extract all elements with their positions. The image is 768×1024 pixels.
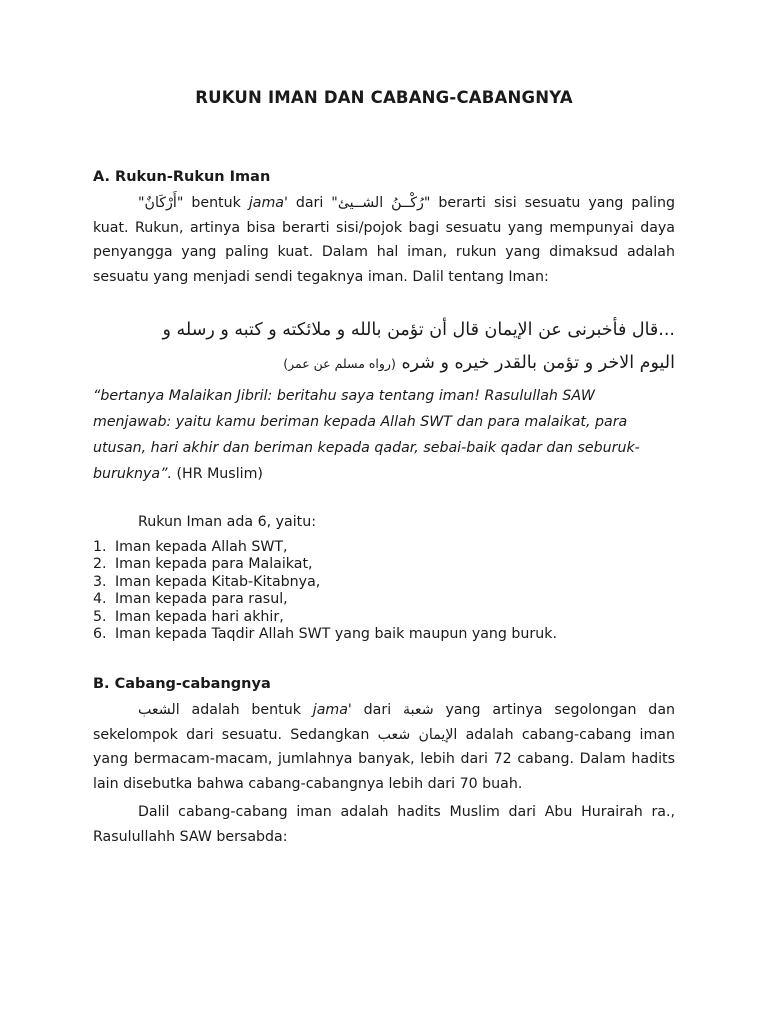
hadith-translation — [93, 383, 675, 487]
list-item: 5. Iman kepada hari akhir, — [93, 608, 284, 625]
text-run: " bentuk — [176, 195, 249, 211]
text-run: dari " — [287, 195, 338, 211]
list-item: 4. Iman kepada para rasul, — [93, 591, 288, 608]
italic-term-jama: jama' — [248, 195, 288, 211]
arabic-term-syubah: شعبة — [403, 702, 434, 718]
section-b-paragraph-2: Dalil cabang-cabang iman adalah hadits Muslim dari Abu Hurairah ra., Rasulullahh SAW bersabda: — [93, 804, 675, 845]
arabic-hadith-text: اليوم الاخر و تؤمن بالقدر خيره و شره — [401, 353, 675, 373]
quote-mark: " — [138, 195, 145, 211]
arabic-hadith-line-2 — [93, 353, 675, 373]
translation-text: “bertanya Malaikan Jibril: beritahu saya tentang iman! Rasulullah SAW menjawab: yaitu kamu beriman kepada Allah SWT dan para malaikat, para utusan, hari akhir dan beriman kepada qadar, sebai-baik qadar dan seburuk-buruknya”. — [93, 388, 640, 482]
arabic-hadith-reference: (رواه مسلم عن عمر) — [283, 356, 396, 371]
section-b-heading: B. Cabang-cabangnya — [93, 676, 271, 692]
rukun-iman-list — [93, 539, 557, 643]
document-title: RUKUN IMAN DAN CABANG-CABANGNYA — [195, 88, 573, 107]
list-item: 6. Iman kepada Taqdir Allah SWT yang baik maupun yang buruk. — [93, 626, 557, 643]
arabic-term-syuab: الشعب — [138, 702, 180, 718]
arabic-term-rukn: رُكْــنُ الشــيئ — [337, 195, 424, 211]
list-item: 1. Iman kepada Allah SWT, — [93, 539, 288, 555]
list-item: 3. Iman kepada Kitab-Kitabnya, — [93, 573, 321, 590]
list-item: 2. Iman kepada para Malaikat, — [93, 556, 313, 573]
section-b-paragraph-1: الشعب adalah bentuk jama' dari شعبة yang artinya segolongan dan sekelompok dari sesuatu. Sedangkan الإيمان شعب adalah cabang-cabang iman yang bermacam-macam, jumlahnya banyak, lebih dari 72 cabang. Dalam hadits lain disebutka bahwa cabang-cabangnya lebih dari 70 buah. — [93, 702, 676, 792]
text-run: " berarti sisi sesuatu yang paling kuat. Rukun, artinya bisa berarti sisi/pojok bagi sesuatu yang mempunyai daya penyangga yang paling kuat. Dalam hal iman, rukun yang dimaksud adalah sesuatu yang menjadi sendi tegaknya iman. Dalil tentang Iman: — [93, 195, 675, 285]
italic-term-jama: jama' — [312, 702, 352, 718]
arabic-term-arkan: أَرْكَانٌ — [144, 195, 177, 211]
section-a-paragraph — [93, 191, 675, 289]
section-a-heading: A. Rukun-Rukun Iman — [93, 169, 271, 185]
list-intro: Rukun Iman ada 6, yaitu: — [138, 514, 317, 530]
translation-reference: (HR Muslim) — [171, 466, 263, 482]
arabic-term-syuab-iman: الإيمان شعب — [377, 726, 458, 743]
arabic-hadith-line-1: ...قال فأخبرنى عن الإيمان قال أن تؤمن بالله و ملائكته و كتبه و رسله و — [162, 320, 675, 340]
